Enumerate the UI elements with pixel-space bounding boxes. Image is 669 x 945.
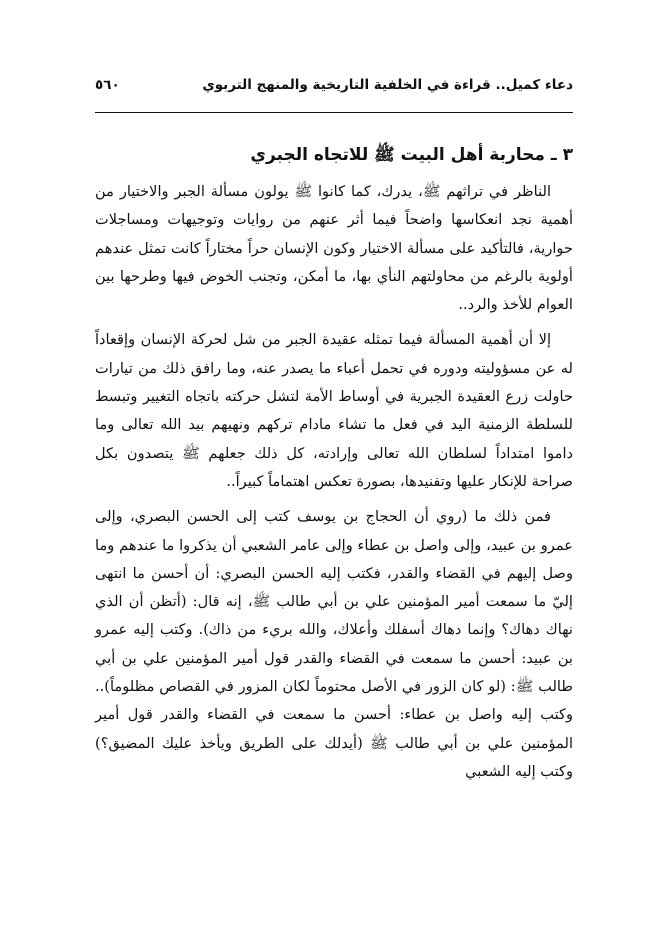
running-header <box>95 70 573 100</box>
running-title: دعاء كميل.. قراءة في الخلفية التاريخية والمنهج التربوي <box>202 77 573 93</box>
header-divider <box>95 112 573 113</box>
section-heading: ٣ ـ محاربة أهل البيت ﷺ للاتجاه الجبري <box>250 145 573 165</box>
paragraph-2: إلا أن أهمية المسألة فيما تمثله عقيدة الجبر من شل لحركة الإنسان وإقعاداً له عن مسؤوليته ودوره في تحمل أعباء ما يصدر عنه، وما رافق ذلك من تيارات حاولت زرع العقيدة الجبرية في أوساط الأمة لتشل حركته باتجاه التغيير وتبسط للسلطة الزمنية اليد في فعل ما تشاء مادام تركهم ونهيهم بيد الله تعالى وما داموا امتداداً لسلطان الله تعالى وإرادته، كل ذلك جعلهم ﷺ يتصدون بكل صراحة للإنكار عليها وتفنيدها، بصورة تعكس اهتماماً كبيراً.. <box>95 331 573 490</box>
page-number: ٥٦٠ <box>95 77 120 93</box>
paragraph-3: فمن ذلك ما (روي أن الحجاج بن يوسف كتب إلى الحسن البصري، وإلى عمرو بن عبيد، وإلى واصل بن عطاء وإلى عامر الشعبي أن يذكروا ما عندهم وما وصل إليهم في القضاء والقدر، فكتب إليه الحسن البصري: أن أحسن ما انتهى إليّ ما سمعت أمير المؤمنين علي بن أبي طالب ﷺ، إنه قال: (أتظن أن الذي نهاك دهاك؟ وإنما دهاك أسفلك وأعلاك، والله بريء من ذاك). وكتب إليه عمرو بن عبيد: أحسن ما سمعت في القضاء والقدر قول أمير المؤمنين علي بن أبي طالب ﷺ: (لو كان الزور في الأصل محتوماً لكان المزور في القصاص مظلوماً).. وكتب إليه واصل بن عطاء: أحسن ما سمعت في القضاء والقدر قول أمير المؤمنين علي بن أبي طالب ﷺ (أيدلك على الطريق ويأخذ عليك المضيق؟) وكتب إليه الشعبي <box>95 508 573 780</box>
paragraph-1: الناظر في تراثهم ﷺ، يدرك، كما كانوا ﷺ يولون مسألة الجبر والاختيار من أهمية نجد انعكاسها واضحاً فيما أثر عنهم من روايات وتوجيهات ومساجلات حوارية، فالتأكيد على مسألة الاختيار وكون الإنسان حراً مختاراً كانت تمثل عندهم أولوية بالرغم من محاولتهم النأي بها، ما أمكن، وتجنب الخوض فيها وطرحها بين العوام للأخذ والرد.. <box>95 183 573 314</box>
body-text <box>95 178 573 786</box>
